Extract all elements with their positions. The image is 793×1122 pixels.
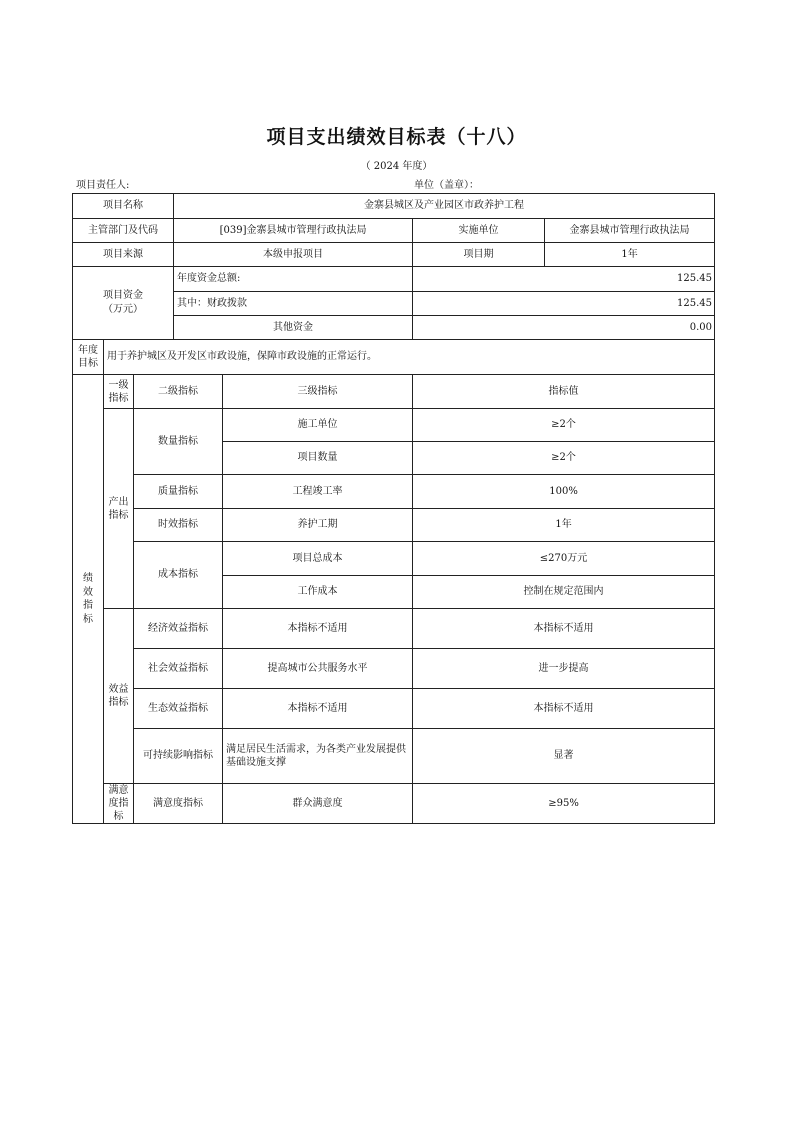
q1-name: 施工单位 xyxy=(223,409,413,442)
source-label: 项目来源 xyxy=(73,243,174,267)
q2-value: ≥2个 xyxy=(413,442,715,475)
eco-label: 生态效益指标 xyxy=(134,689,223,729)
sat-value: ≥95% xyxy=(413,784,715,824)
perf-label-text: 绩效指标 xyxy=(83,573,93,625)
goal-label xyxy=(73,340,104,375)
period-label: 项目期 xyxy=(413,243,545,267)
eco-name: 本指标不适用 xyxy=(223,689,413,729)
benefit-label-text: 效益指标 xyxy=(108,684,129,708)
c1-value: ≤270万元 xyxy=(413,542,715,576)
satisfaction-label xyxy=(104,784,134,824)
sustain-name: 满足居民生活需求，为各类产业发展提供基础设施支撑 xyxy=(223,729,413,784)
funds-label-text: 项目资金（万元） xyxy=(103,290,144,315)
output-label xyxy=(104,409,134,609)
perf-label xyxy=(73,375,104,824)
satisfaction-label-text: 满意度指标 xyxy=(108,785,129,822)
dept-label: 主管部门及代码 xyxy=(73,219,174,243)
social-value: 进一步提高 xyxy=(413,649,715,689)
time-label: 时效指标 xyxy=(134,509,223,542)
project-name-value: 金寨县城区及产业园区市政养护工程 xyxy=(174,194,715,219)
project-name-label: 项目名称 xyxy=(73,194,174,219)
cost-label: 成本指标 xyxy=(134,542,223,609)
period-value: 1年 xyxy=(545,243,715,267)
output-label-text: 产出指标 xyxy=(108,496,129,521)
impl-value: 金寨县城市管理行政执法局 xyxy=(545,219,715,243)
econ-label: 经济效益指标 xyxy=(134,609,223,649)
social-name: 提高城市公共服务水平 xyxy=(223,649,413,689)
goal-value: 用于养护城区及开发区市政设施，保障市政设施的正常运行。 xyxy=(104,340,715,375)
other-label: 其他资金 xyxy=(174,316,413,340)
social-label: 社会效益指标 xyxy=(134,649,223,689)
impl-label: 实施单位 xyxy=(413,219,545,243)
responsible-label: 项目责任人: xyxy=(76,180,130,191)
time-name: 养护工期 xyxy=(223,509,413,542)
econ-value: 本指标不适用 xyxy=(413,609,715,649)
level2-header: 二级指标 xyxy=(134,375,223,409)
funds-label xyxy=(73,267,174,340)
value-header: 指标值 xyxy=(413,375,715,409)
total-label: 年度资金总额: xyxy=(174,267,413,292)
q1-value: ≥2个 xyxy=(413,409,715,442)
c1-name: 项目总成本 xyxy=(223,542,413,576)
dept-value: [039]金寨县城市管理行政执法局 xyxy=(174,219,413,243)
sat-name: 群众满意度 xyxy=(223,784,413,824)
goal-label-text: 年度目标 xyxy=(78,345,98,369)
fiscal-label: 其中：财政拨款 xyxy=(174,292,413,316)
level3-header: 三级指标 xyxy=(223,375,413,409)
unit-label: 单位（盖章）： xyxy=(414,180,479,191)
performance-table xyxy=(72,193,715,824)
c2-name: 工作成本 xyxy=(223,576,413,609)
year-line: （ 2024 年度） xyxy=(360,161,433,172)
quality-name: 工程竣工率 xyxy=(223,475,413,509)
level1-header-text: 一级指标 xyxy=(108,379,129,404)
q2-name: 项目数量 xyxy=(223,442,413,475)
quality-value: 100% xyxy=(413,475,715,509)
benefit-label xyxy=(104,609,134,784)
sustain-value: 显著 xyxy=(413,729,715,784)
source-value: 本级申报项目 xyxy=(174,243,413,267)
other-value: 0.00 xyxy=(413,316,715,340)
sat-level2: 满意度指标 xyxy=(134,784,223,824)
econ-name: 本指标不适用 xyxy=(223,609,413,649)
document-title: 项目支出绩效目标表（十八） xyxy=(266,126,527,148)
level1-header xyxy=(104,375,134,409)
c2-value: 控制在规定范围内 xyxy=(413,576,715,609)
quantity-label: 数量指标 xyxy=(134,409,223,475)
fiscal-value: 125.45 xyxy=(413,292,715,316)
time-value: 1年 xyxy=(413,509,715,542)
eco-value: 本指标不适用 xyxy=(413,689,715,729)
total-value: 125.45 xyxy=(413,267,715,292)
quality-label: 质量指标 xyxy=(134,475,223,509)
sustain-label: 可持续影响指标 xyxy=(134,729,223,784)
